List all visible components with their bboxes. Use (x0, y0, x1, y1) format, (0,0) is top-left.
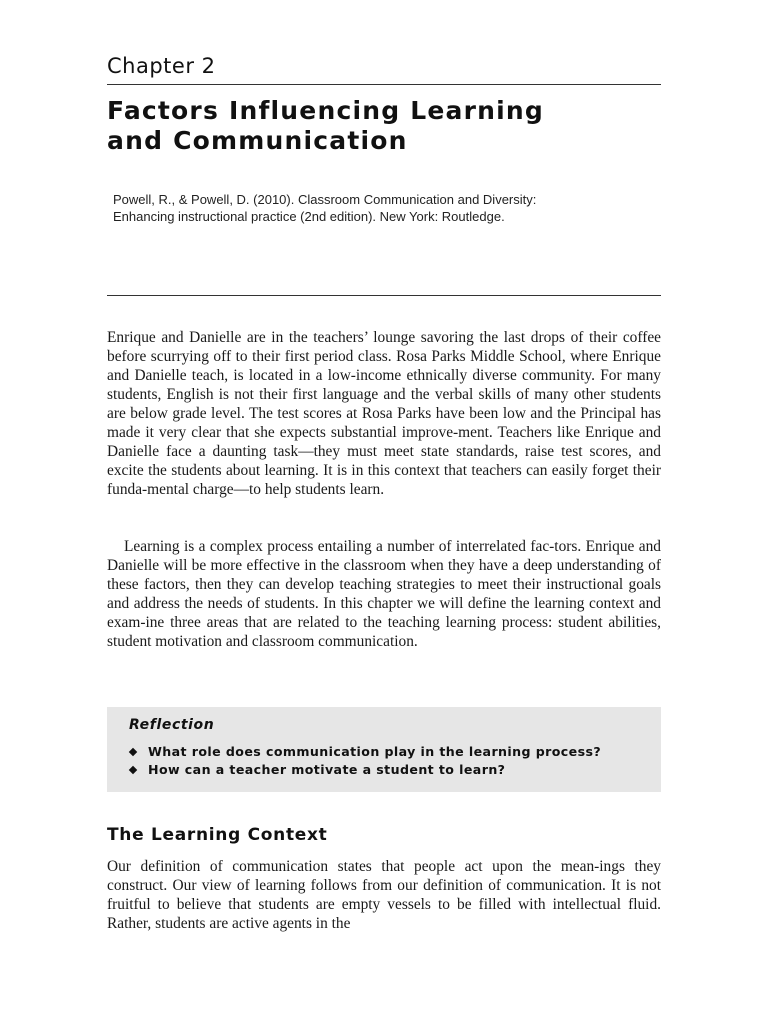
citation-line1: Powell, R., & Powell, D. (2010). Classroom Communication and Diversity: (113, 192, 537, 207)
chapter-title-line2: and Communication (107, 126, 408, 155)
citation (113, 191, 653, 225)
section-heading: The Learning Context (107, 825, 328, 845)
diamond-bullet-icon (129, 748, 138, 757)
reflection-item (129, 761, 601, 779)
reflection-title: Reflection (129, 717, 215, 733)
reflection-list (129, 743, 601, 779)
section-paragraph: Our definition of communication states that people act upon the mean-ings they construct. Our view of learning follows from our definition of communication. It is not fruitful to believe that students are empty vessels to be filled with intellectual fluid. Rather, students are active agents in the (107, 858, 661, 932)
bottom-divider (107, 295, 661, 296)
top-divider (107, 84, 661, 85)
intro-paragraph-2: Learning is a complex process entailing a number of interrelated fac-tors. Enrique and Danielle will be more effective in the classroom when they have a deep understanding of these factors, then they can develop teaching strategies to meet their instructional goals and address the needs of students. In this chapter we will define the learning context and exam-ine three areas that are related to the teaching learning process: student abilities, student motivation and classroom communication. (107, 538, 661, 650)
chapter-label: Chapter 2 (107, 54, 216, 78)
citation-line2: Enhancing instructional practice (2nd edition). New York: Routledge. (113, 209, 505, 224)
chapter-title-line1: Factors Influencing Learning (107, 96, 544, 125)
diamond-bullet-icon (129, 766, 138, 775)
reflection-item-text: How can a teacher motivate a student to learn? (148, 762, 506, 777)
reflection-box (107, 707, 661, 792)
reflection-item (129, 743, 601, 761)
chapter-title (107, 96, 661, 156)
reflection-item-text: What role does communication play in the learning process? (148, 744, 602, 759)
intro-paragraph-1: Enrique and Danielle are in the teachers’ lounge savoring the last drops of their coffee before scurrying off to their first period class. Rosa Parks Middle School, where Enrique and Danielle teach, is located in a low-income ethnically diverse community. For many students, English is not their first language and the verbal skills of many other students are below grade level. The test scores at Rosa Parks have been low and the Principal has made it very clear that she expects substantial improve-ment. Teachers like Enrique and Danielle face a daunting task—they must meet state standards, raise test scores, and excite the students about learning. It is in this context that teachers can easily forget their funda-mental charge—to help students learn. (107, 329, 661, 498)
